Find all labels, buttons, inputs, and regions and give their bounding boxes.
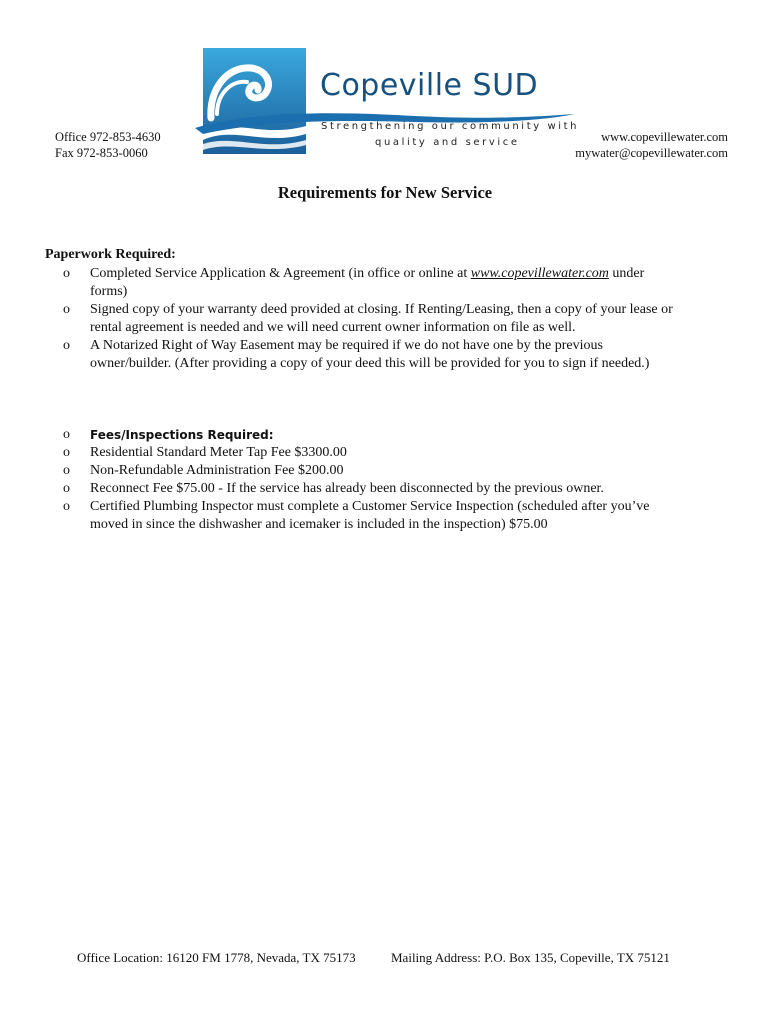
bullet-icon: o [63, 499, 70, 514]
item-text: Residential Standard Meter Tap Fee $3300.00 [90, 445, 347, 460]
item-text: Completed Service Application & Agreement (in office or online at [90, 266, 471, 281]
item-text: under [608, 266, 645, 281]
office-contact [55, 129, 161, 161]
item-text-cont: owner/builder. (After providing a copy of your deed this will be provided for you to sign if needed.) [90, 356, 650, 371]
list-item [63, 480, 743, 498]
item-text: A Notarized Right of Way Easement may be required if we do not have one by the previous [90, 338, 603, 353]
office-location: Office Location: 16120 FM 1778, Nevada, TX 75173 [77, 950, 356, 965]
tagline-line2: quality and service [375, 137, 520, 148]
list-item [63, 426, 743, 444]
bullet-icon: o [63, 445, 70, 460]
list-item [63, 462, 743, 480]
bullet-icon: o [63, 302, 70, 317]
list-item [63, 337, 743, 373]
mailing-address: Mailing Address: P.O. Box 135, Copeville, TX 75121 [391, 950, 670, 965]
office-phone: Office 972-853-4630 [55, 130, 161, 144]
item-text-cont: rental agreement is needed and we will need current owner information on file as well. [90, 320, 576, 335]
list-item [63, 301, 743, 337]
brand-name: Copeville SUD [320, 68, 539, 103]
page-title: Requirements for New Service [277, 183, 493, 202]
bullet-icon: o [63, 463, 70, 478]
item-text: Non-Refundable Administration Fee $200.00 [90, 463, 344, 478]
tagline-line1: Strengthening our community with [321, 121, 580, 132]
web-contact [575, 129, 728, 161]
fees-heading: Fees/Inspections Required: [90, 428, 274, 442]
email-link[interactable]: mywater@copevillewater.com [575, 146, 728, 160]
item-text-cont: forms) [90, 284, 128, 299]
item-text: Signed copy of your warranty deed provided at closing. If Renting/Leasing, then a copy of your lease or [90, 302, 673, 317]
item-text-cont: moved in since the dishwasher and icemaker is included in the inspection) $75.00 [90, 517, 548, 532]
paperwork-heading: Paperwork Required: [45, 247, 176, 262]
item-text: Certified Plumbing Inspector must complete a Customer Service Inspection (scheduled after you’ve [90, 499, 650, 514]
website-link[interactable]: www.copevillewater.com [470, 266, 609, 281]
item-text: Reconnect Fee $75.00 - If the service has already been disconnected by the previous owner. [90, 481, 604, 496]
fax-number: Fax 972-853-0060 [55, 146, 148, 160]
bullet-icon: o [63, 427, 70, 442]
list-item [63, 444, 743, 462]
bullet-icon: o [63, 481, 70, 496]
list-item [63, 265, 743, 301]
bullet-icon: o [63, 338, 70, 353]
list-item [63, 498, 743, 534]
bullet-icon: o [63, 266, 70, 281]
website-link[interactable]: www.copevillewater.com [601, 130, 728, 144]
